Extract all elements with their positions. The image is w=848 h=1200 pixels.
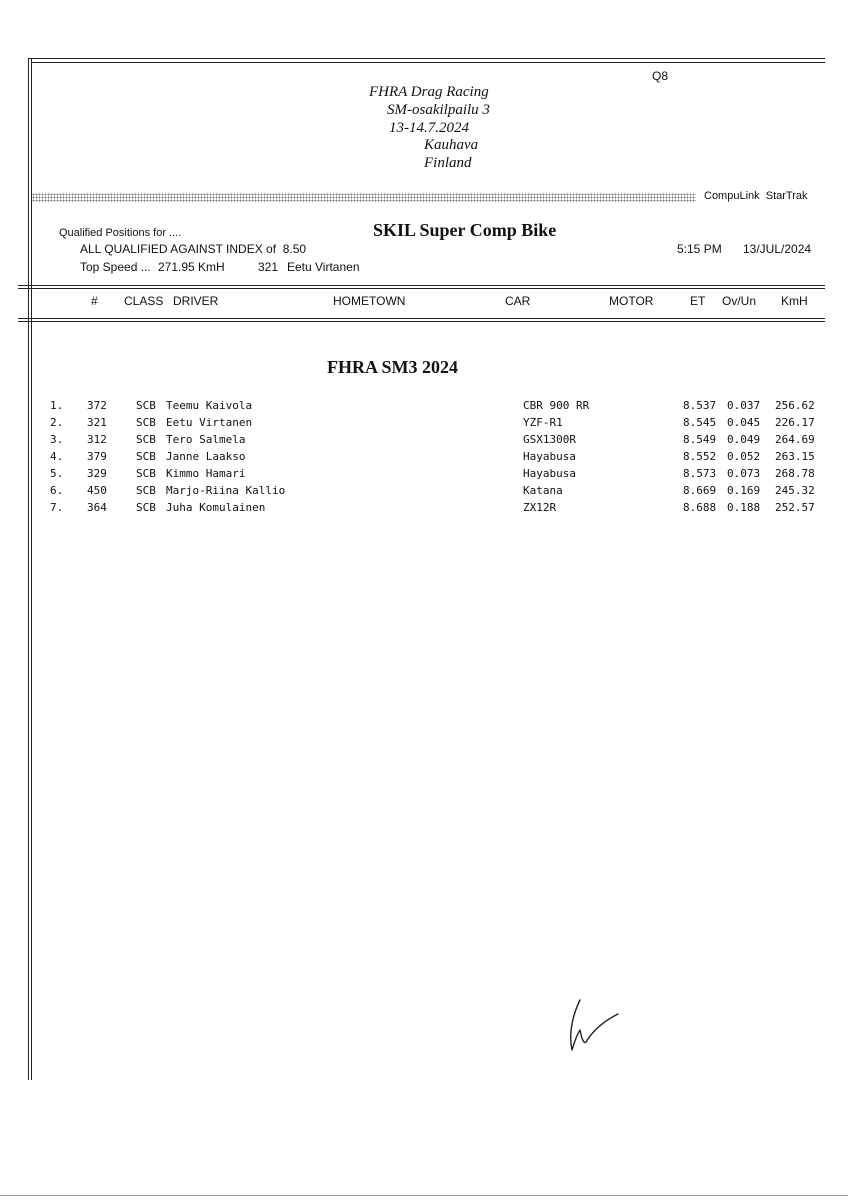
row-ovun: 0.045 [727,416,761,429]
col-driver: DRIVER [173,294,219,308]
row-car: CBR 900 RR [523,399,590,412]
row-kmh: 268.78 [775,467,815,480]
signature [560,992,630,1062]
col-et: ET [690,294,706,308]
row-position: 1. [50,399,64,412]
row-ovun: 0.049 [727,433,761,446]
system-name: CompuLink StarTrak [704,190,808,202]
col-ovun: Ov/Un [722,294,757,308]
left-border-inner [31,58,32,1080]
row-kmh: 226.17 [775,416,815,429]
col-car: CAR [505,294,531,308]
row-ovun: 0.073 [727,467,761,480]
event-line-3: 13-14.7.2024 [389,120,469,136]
top-speed-label: Top Speed ... [80,260,151,274]
row-position: 3. [50,433,64,446]
top-speed-driver: Eetu Virtanen [287,260,360,274]
row-number: 329 [87,467,107,480]
col-motor: MOTOR [609,294,654,308]
row-kmh: 264.69 [775,433,815,446]
row-position: 7. [50,501,64,514]
row-ovun: 0.169 [727,484,761,497]
row-ovun: 0.188 [727,501,761,514]
row-ovun: 0.052 [727,450,761,463]
row-car: Katana [523,484,563,497]
row-kmh: 256.62 [775,399,815,412]
section-title: FHRA SM3 2024 [327,357,459,377]
row-car: GSX1300R [523,433,576,446]
row-class: SCB [136,501,156,514]
page-code: Q8 [652,69,669,83]
row-et: 8.688 [683,501,717,514]
row-driver: Teemu Kaivola [166,399,253,412]
row-class: SCB [136,399,156,412]
header-rule-top [18,285,825,286]
bottom-edge [0,1195,848,1196]
row-driver: Marjo-Riina Kallio [166,484,286,497]
row-driver: Juha Komulainen [166,501,266,514]
row-kmh: 263.15 [775,450,815,463]
row-position: 4. [50,450,64,463]
report-date: 13/JUL/2024 [743,242,812,256]
top-speed-car-number: 321 [258,260,279,274]
event-line-5: Finland [424,155,472,171]
top-border-inner [31,62,825,63]
row-class: SCB [136,433,156,446]
row-et: 8.669 [683,484,717,497]
row-number: 364 [87,501,107,514]
row-driver: Kimmo Hamari [166,467,246,480]
row-number: 379 [87,450,107,463]
row-car: YZF-R1 [523,416,563,429]
row-number: 312 [87,433,107,446]
event-line-2: SM-osakilpailu 3 [387,102,490,118]
row-et: 8.545 [683,416,717,429]
row-kmh: 245.32 [775,484,815,497]
row-driver: Eetu Virtanen [166,416,253,429]
col-kmh: KmH [781,294,808,308]
event-line-4: Kauhava [424,137,479,153]
row-position: 2. [50,416,64,429]
row-ovun: 0.037 [727,399,761,412]
dotted-separator [32,193,696,202]
row-car: Hayabusa [523,450,576,463]
index-line: ALL QUALIFIED AGAINST INDEX of 8.50 [80,242,307,256]
row-et: 8.573 [683,467,717,480]
row-class: SCB [136,467,156,480]
row-driver: Tero Salmela [166,433,246,446]
top-border [28,58,825,59]
header-rule-bottom-2 [18,321,825,322]
row-number: 372 [87,399,107,412]
report-time: 5:15 PM [677,242,722,256]
qualified-label: Qualified Positions for .... [59,227,182,239]
row-et: 8.537 [683,399,717,412]
header-rule-top-2 [18,288,825,289]
row-kmh: 252.57 [775,501,815,514]
top-speed-value: 271.95 KmH [158,260,225,274]
row-position: 5. [50,467,64,480]
row-driver: Janne Laakso [166,450,246,463]
row-car: ZX12R [523,501,557,514]
col-hometown: HOMETOWN [333,294,406,308]
row-et: 8.552 [683,450,717,463]
row-car: Hayabusa [523,467,576,480]
row-number: 321 [87,416,107,429]
col-num: # [91,294,98,308]
class-title: SKIL Super Comp Bike [373,220,557,240]
col-class: CLASS [124,294,164,308]
row-position: 6. [50,484,64,497]
row-class: SCB [136,450,156,463]
row-number: 450 [87,484,107,497]
left-border [28,58,29,1080]
row-class: SCB [136,484,156,497]
header-rule-bottom [18,318,825,319]
row-class: SCB [136,416,156,429]
event-line-1: FHRA Drag Racing [369,84,489,100]
row-et: 8.549 [683,433,717,446]
